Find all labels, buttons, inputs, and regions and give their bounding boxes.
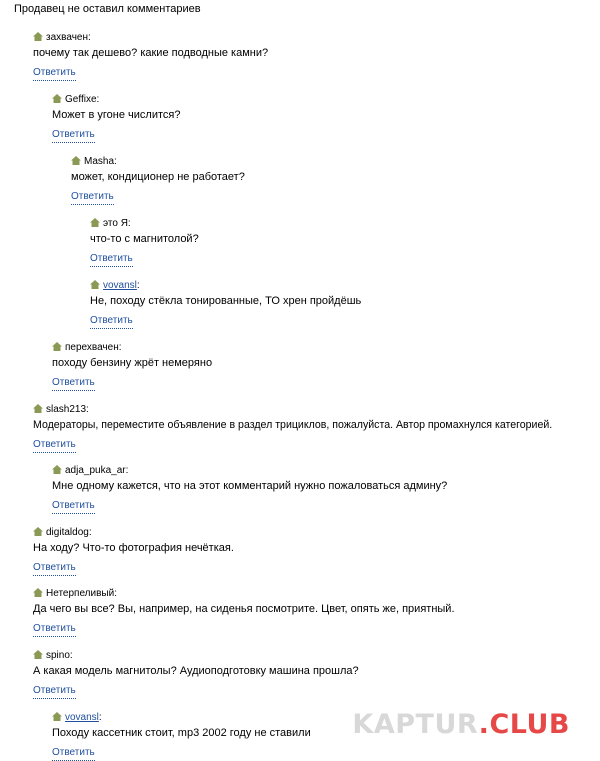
reply-link[interactable]: Ответить <box>90 252 133 267</box>
user-home-icon <box>71 156 81 165</box>
comment-author: slash213: <box>46 404 89 415</box>
comment <box>52 711 311 761</box>
comment-text: Мне одному кажется, что на этот комментарий нужно пожаловаться админу? <box>52 480 448 492</box>
user-home-icon <box>90 218 100 227</box>
reply-link[interactable]: Ответить <box>33 66 76 81</box>
comment <box>33 526 234 576</box>
watermark-part2: CLUB <box>489 709 570 740</box>
comment-text: почему так дешево? какие подводные камни? <box>33 47 269 59</box>
comment <box>52 93 180 143</box>
comment-author: adja_puka_ar: <box>65 465 129 476</box>
reply-link[interactable]: Ответить <box>52 499 95 514</box>
user-home-icon <box>90 280 100 289</box>
watermark-dot: . <box>478 709 490 740</box>
comment <box>33 587 455 637</box>
comment-text: Модераторы, переместите объявление в раздел трициклов, пожалуйста. Автор промахнулся категорией. <box>33 419 553 431</box>
comment-author-link[interactable]: vovansl <box>65 712 99 723</box>
comment-text: Может в угоне числится? <box>52 109 181 121</box>
comment <box>90 279 361 329</box>
comment <box>52 341 212 391</box>
reply-link[interactable]: Ответить <box>71 190 114 205</box>
reply-link[interactable]: Ответить <box>33 561 76 576</box>
comment <box>33 31 268 81</box>
comment-author: Нетерпеливый: <box>46 588 117 599</box>
author-colon: : <box>98 712 102 723</box>
user-home-icon <box>33 32 43 41</box>
comment-text: что-то с магнитолой? <box>90 233 199 245</box>
user-home-icon <box>33 650 43 659</box>
comment-text: А какая модель магнитолы? Аудиоподготовку машина прошла? <box>33 665 359 677</box>
comment-text: Походу кассетник стоит, mp3 2002 году не ставили <box>52 727 311 739</box>
comment-author: digitaldog: <box>46 527 92 538</box>
reply-link[interactable]: Ответить <box>33 684 76 699</box>
comment <box>52 464 447 514</box>
user-home-icon <box>52 94 62 103</box>
user-home-icon <box>52 712 62 721</box>
comment <box>33 649 359 699</box>
comment <box>71 155 245 205</box>
author-colon: : <box>136 280 140 291</box>
comment-author: захвачен: <box>46 32 91 43</box>
comment-author-link[interactable]: vovansl <box>103 280 137 291</box>
comment-text: может, кондиционер не работает? <box>71 171 245 183</box>
comment <box>33 403 552 453</box>
user-home-icon <box>33 404 43 413</box>
comment-author: перехвачен: <box>65 342 122 353</box>
page-title: Продавец не оставил комментариев <box>14 3 201 15</box>
user-home-icon <box>33 588 43 597</box>
comment-text: Да чего вы все? Вы, например, на сиденья посмотрите. Цвет, опять же, приятный. <box>33 603 455 615</box>
comment-author: это Я: <box>103 218 131 229</box>
reply-link[interactable]: Ответить <box>90 314 133 329</box>
reply-link[interactable]: Ответить <box>52 376 95 391</box>
user-home-icon <box>52 465 62 474</box>
user-home-icon <box>33 527 43 536</box>
site-watermark <box>352 709 570 740</box>
reply-link[interactable]: Ответить <box>33 438 76 453</box>
user-home-icon <box>52 342 62 351</box>
comment-author: Masha: <box>84 156 117 167</box>
reply-link[interactable]: Ответить <box>33 622 76 637</box>
comment-author: spino: <box>46 650 73 661</box>
comment-author: Geffixe: <box>65 94 100 105</box>
reply-link[interactable]: Ответить <box>52 746 95 761</box>
comment <box>90 217 199 267</box>
comment-text: На ходу? Что-то фотография нечёткая. <box>33 542 234 554</box>
reply-link[interactable]: Ответить <box>52 128 95 143</box>
comment-text: походу бензину жрёт немеряно <box>52 357 213 369</box>
comment-text: Не, походу стёкла тонированные, ТО хрен пройдёшь <box>90 295 362 307</box>
watermark-part1: KAPTUR <box>352 709 479 740</box>
